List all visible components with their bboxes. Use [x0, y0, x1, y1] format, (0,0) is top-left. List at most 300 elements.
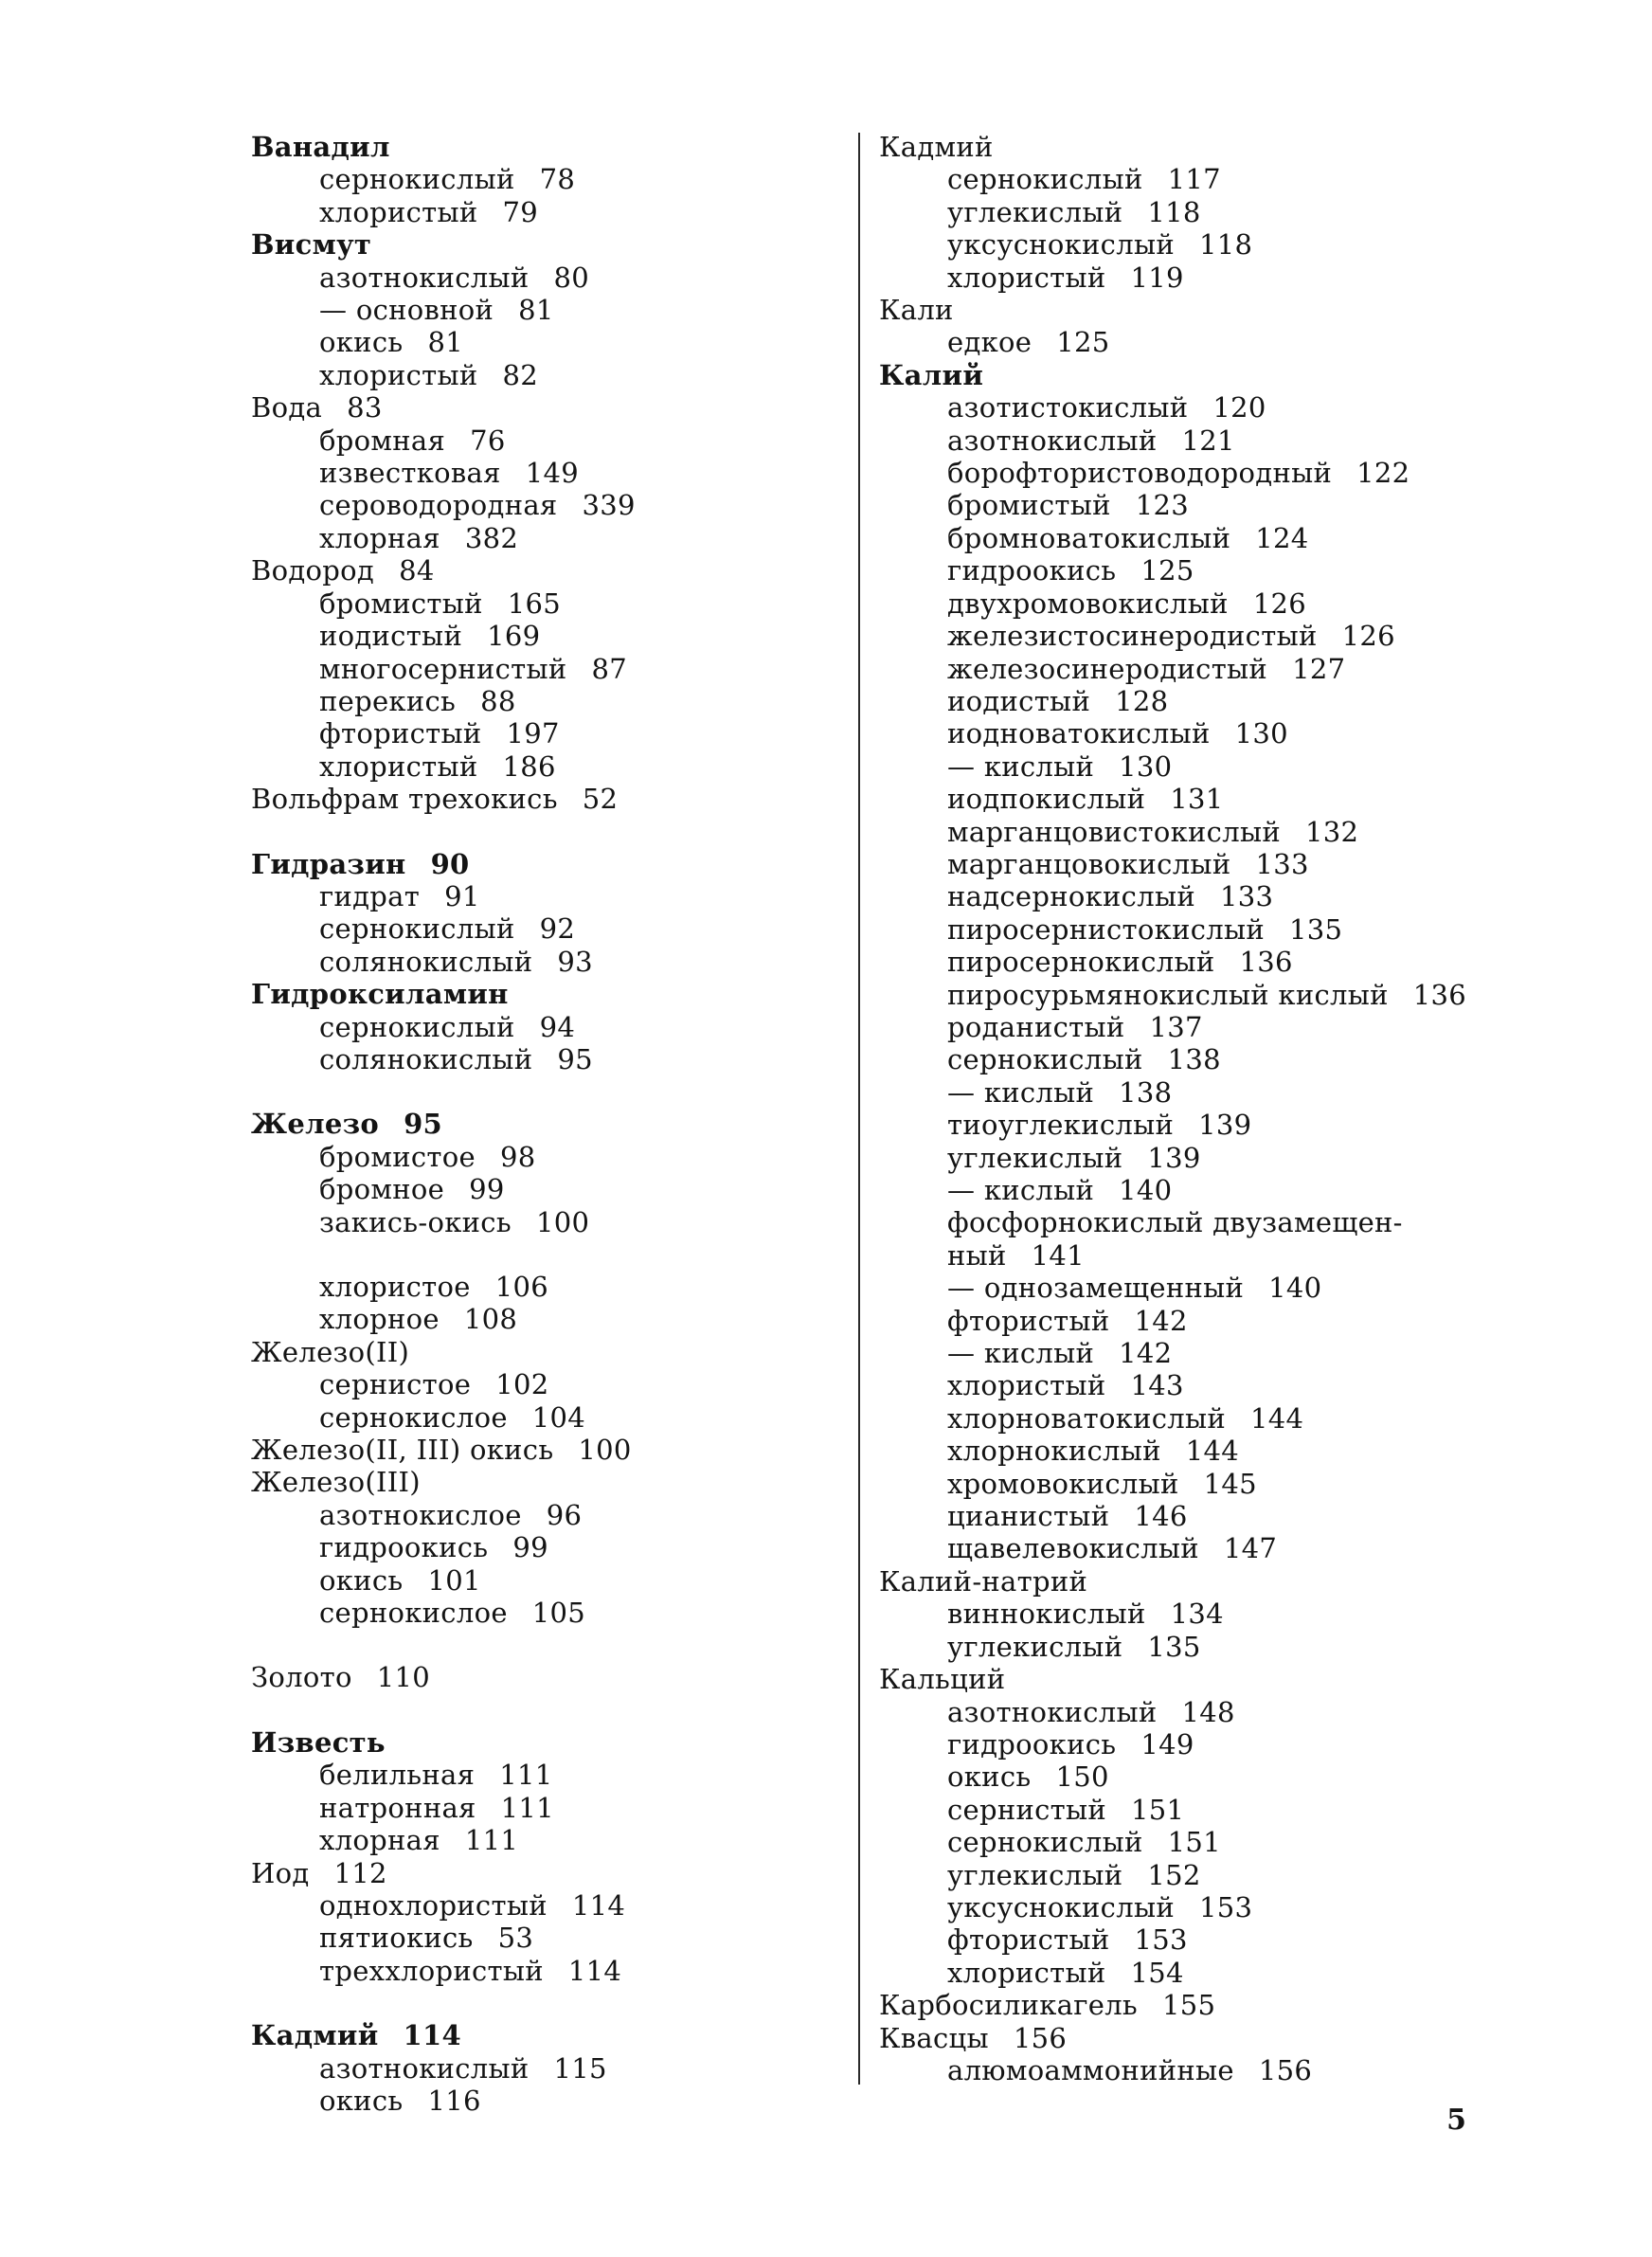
index-term: гидроокись [947, 1727, 1117, 1760]
index-subentry [879, 1337, 1485, 1369]
index-term: углекислый [947, 195, 1123, 228]
index-term: роданистый [947, 1010, 1125, 1043]
index-page-ref: 125 [1056, 326, 1110, 359]
index-column-left [251, 131, 838, 2117]
index-heading [251, 131, 838, 163]
index-page-ref: 133 [1219, 880, 1274, 913]
index-subentry [251, 685, 838, 717]
index-heading [251, 1857, 838, 1889]
index-page-ref: 140 [1268, 1272, 1322, 1305]
index-term: марганцовистокислый [947, 815, 1281, 848]
index-page-ref: 121 [1181, 424, 1235, 457]
index-heading [251, 848, 838, 880]
index-term: пиросернистокислый [947, 912, 1265, 946]
index-subentry [879, 1794, 1485, 1826]
index-term: виннокислый [947, 1598, 1146, 1631]
index-term: хлористый [319, 358, 478, 391]
index-term: уксуснокислый [947, 228, 1175, 262]
index-subentry [251, 717, 838, 749]
index-subentry [879, 1532, 1485, 1564]
index-subentry [879, 946, 1485, 978]
index-page-ref: 133 [1255, 847, 1309, 880]
index-term: хлористый [319, 749, 478, 783]
index-page-ref: 117 [1167, 163, 1221, 196]
index-page-ref: 81 [518, 294, 554, 327]
index-term: закись-окись [319, 1205, 512, 1238]
index-page-ref: 138 [1119, 1075, 1173, 1109]
index-subentry [251, 359, 838, 391]
index-term: бромноватокислый [947, 521, 1231, 554]
index-subentry [251, 163, 838, 195]
index-subentry [251, 262, 838, 294]
index-page-ref: 101 [427, 1563, 481, 1597]
index-subentry [879, 1957, 1485, 1989]
index-heading [879, 1989, 1485, 2021]
index-page-ref: 143 [1130, 1369, 1184, 1402]
index-page-ref: 148 [1181, 1695, 1235, 1728]
index-heading [251, 1434, 838, 1466]
index-subentry [879, 1402, 1485, 1435]
index-page-ref: 137 [1149, 1010, 1203, 1043]
index-page-ref: 91 [444, 879, 480, 912]
index-subentry [879, 1826, 1485, 1858]
index-subentry [879, 1305, 1485, 1337]
index-term: хлорнокислый [947, 1435, 1161, 1468]
index-page-ref: 83 [347, 391, 383, 424]
index-term: бромистый [947, 489, 1111, 522]
index-term: бромистый [319, 587, 483, 620]
index-term: бромное [319, 1173, 445, 1206]
index-term: Кадмий [251, 2019, 379, 2052]
index-term: — однозамещенный [947, 1272, 1245, 1305]
index-subentry [879, 783, 1485, 815]
index-subentry [251, 196, 838, 228]
index-subentry [251, 1271, 838, 1303]
index-heading [251, 391, 838, 424]
index-subentry [879, 522, 1485, 554]
index-term: Вода [251, 391, 323, 424]
index-term: хлористый [947, 1956, 1106, 1989]
index-page-ref: 114 [571, 1888, 626, 1922]
index-term: хлорноватокислый [947, 1401, 1227, 1435]
index-subentry [879, 1631, 1485, 1663]
index-page-ref: 92 [539, 912, 576, 946]
index-term: иодпокислый [947, 783, 1146, 816]
index-term: Железо(III) [251, 1466, 421, 1499]
index-page-ref: 165 [507, 587, 562, 620]
index-subentry [879, 1435, 1485, 1467]
index-term: Карбосиликагель [879, 1989, 1139, 2022]
index-term: хлористый [947, 261, 1106, 294]
index-term: Квасцы [879, 2021, 989, 2054]
index-term: солянокислый [319, 945, 533, 978]
index-term: фтористый [947, 1304, 1110, 1337]
index-subentry [879, 848, 1485, 880]
index-term: Кали [879, 294, 954, 327]
index-page-ref: 127 [1292, 652, 1346, 685]
index-page-ref: 147 [1223, 1532, 1278, 1565]
index-page-ref: 81 [427, 326, 463, 359]
index-page-ref: 156 [1258, 2053, 1313, 2086]
index-subentry [879, 1142, 1485, 1174]
index-page-ref: 130 [1119, 749, 1173, 783]
index-term: сернокислый [947, 1043, 1143, 1076]
index-term: азотнокислый [947, 1695, 1158, 1728]
index-term: сероводородная [319, 489, 558, 522]
index-term: иодистый [319, 620, 463, 653]
index-subentry [251, 2052, 838, 2085]
index-term: двухромовокислый [947, 587, 1229, 620]
index-page-ref: 151 [1131, 1793, 1185, 1826]
index-page-ref: 138 [1167, 1043, 1221, 1076]
index-page-ref: 150 [1055, 1760, 1109, 1794]
index-page-ref: 146 [1134, 1500, 1188, 1533]
index-page-ref: 111 [464, 1824, 519, 1857]
index-term: железистосинеродистый [947, 620, 1318, 653]
index-subentry [879, 1109, 1485, 1141]
index-page-ref: 108 [463, 1303, 518, 1336]
page-number: 5 [1446, 2104, 1466, 2137]
index-subentry [251, 1955, 838, 1987]
index-page-ref: 116 [427, 2084, 481, 2117]
index-heading [251, 1661, 838, 1693]
index-page-ref: 95 [557, 1042, 593, 1075]
index-subentry [251, 1531, 838, 1563]
index-term: Железо [251, 1108, 380, 1141]
index-page-ref: 149 [1140, 1727, 1194, 1760]
index-page-ref: 112 [333, 1856, 387, 1889]
index-page-ref: 140 [1119, 1174, 1173, 1206]
index-page-ref: 119 [1130, 261, 1184, 294]
index-term: азотнокислый [319, 261, 530, 294]
index-term: окись [319, 326, 404, 359]
index-subentry [251, 489, 838, 521]
index-page-ref: 124 [1255, 521, 1309, 554]
index-term: пиросернокислый [947, 946, 1215, 979]
index-subentry [251, 1173, 838, 1205]
index-page-ref: 94 [539, 1010, 576, 1043]
index-subentry [251, 457, 838, 489]
index-page-ref: 88 [480, 684, 516, 717]
index-page-ref: 153 [1198, 1890, 1253, 1923]
index-page-ref: 104 [531, 1400, 586, 1434]
index-term: гидроокись [319, 1531, 489, 1564]
index-subentry [251, 1043, 838, 1075]
index-subentry [251, 2085, 838, 2117]
index-subentry [251, 1889, 838, 1922]
index-page-ref: 115 [553, 2051, 607, 2085]
index-subentry [251, 946, 838, 978]
index-heading [879, 1565, 1485, 1598]
index-page-ref: 339 [582, 489, 636, 522]
index-term: Известь [251, 1725, 386, 1759]
index-term: марганцовокислый [947, 847, 1231, 880]
index-page-ref: 80 [553, 261, 590, 294]
index-subentry [879, 1891, 1485, 1923]
index-subentry [251, 522, 838, 554]
index-term: бромистое [319, 1140, 476, 1173]
index-page-ref: 141 [1031, 1238, 1085, 1272]
index-subentry [251, 1597, 838, 1629]
index-term: сернокислый [947, 1826, 1143, 1859]
index-page-ref: 149 [525, 457, 579, 490]
index-heading [251, 1108, 838, 1140]
index-heading [251, 783, 838, 815]
index-subentry [251, 880, 838, 912]
index-subentry [879, 750, 1485, 783]
index-column-right [879, 131, 1485, 2086]
index-term: окись [319, 2084, 404, 2117]
index-term: сернокислый [319, 1010, 515, 1043]
index-subentry [879, 1923, 1485, 1956]
index-subentry [251, 326, 838, 358]
index-subentry [879, 391, 1485, 424]
index-subentry [251, 1206, 838, 1238]
index-term: надсернокислый [947, 880, 1195, 913]
index-subentry [879, 653, 1485, 685]
index-subentry [879, 1043, 1485, 1075]
index-subentry [251, 912, 838, 945]
index-term: Ванадил [251, 131, 390, 163]
index-subentry [879, 1500, 1485, 1532]
index-term: многосернистый [319, 652, 567, 685]
index-page-ref: 131 [1170, 783, 1224, 816]
index-subentry [879, 816, 1485, 848]
index-page-ref: 110 [376, 1661, 430, 1694]
index-subentry [879, 1369, 1485, 1401]
index-subentry [879, 1859, 1485, 1891]
index-page-ref: 78 [539, 163, 576, 196]
index-subentry [251, 1564, 838, 1597]
index-term: хлорное [319, 1303, 440, 1336]
index-term: фтористый [947, 1923, 1110, 1957]
index-page-ref: 96 [546, 1498, 583, 1531]
index-page-ref: 151 [1167, 1826, 1221, 1859]
index-term: тиоуглекислый [947, 1109, 1175, 1142]
index-term: сернокислое [319, 1597, 508, 1630]
index-page-ref: 126 [1341, 620, 1395, 653]
index-term: окись [947, 1760, 1032, 1794]
index-heading [251, 1726, 838, 1759]
index-subentry [879, 262, 1485, 294]
index-subentry [879, 1728, 1485, 1760]
index-subentry [879, 1011, 1485, 1043]
index-subentry [251, 1499, 838, 1531]
index-term: сернистый [947, 1793, 1107, 1826]
index-term: хлорная [319, 521, 440, 554]
index-heading [879, 359, 1485, 391]
index-page-ref: 105 [531, 1597, 586, 1630]
index-page-ref: 128 [1115, 684, 1169, 717]
index-subentry [251, 1792, 838, 1824]
index-page-ref: 118 [1198, 228, 1253, 262]
index-term: сернокислый [947, 163, 1143, 196]
index-term: Гидроксиламин [251, 978, 509, 1011]
index-page-ref: 130 [1234, 717, 1288, 750]
index-subentry [879, 1272, 1485, 1304]
index-term: перекись [319, 684, 457, 717]
index-term: — кислый [947, 749, 1095, 783]
index-subentry [879, 489, 1485, 521]
index-page-ref: 123 [1135, 489, 1190, 522]
index-heading [251, 554, 838, 587]
index-page-ref: 142 [1134, 1304, 1188, 1337]
index-heading [879, 2022, 1485, 2054]
index-page-ref: 100 [535, 1205, 590, 1238]
index-subentry [879, 979, 1485, 1011]
index-page-ref: 99 [469, 1173, 505, 1206]
index-term: Кадмий [879, 131, 994, 163]
index-term: — основной [319, 294, 494, 327]
index-term: треххлористый [319, 1954, 544, 1987]
index-page-ref: 135 [1147, 1630, 1201, 1663]
index-page-ref: 135 [1288, 912, 1343, 946]
index-subentry [879, 880, 1485, 912]
index-page-ref: 125 [1140, 554, 1194, 587]
index-heading [879, 294, 1485, 326]
index-page-ref: 118 [1147, 195, 1201, 228]
index-term: Калий-натрий [879, 1564, 1088, 1598]
index-subentry [879, 457, 1485, 489]
index-term: хлористое [319, 1271, 471, 1303]
index-subentry [251, 1922, 838, 1954]
index-term: Гидразин [251, 847, 406, 880]
index-page-ref: 122 [1356, 457, 1410, 490]
index-term: Висмут [251, 228, 372, 262]
index-page-ref: 79 [502, 195, 539, 228]
index-subentry [251, 750, 838, 783]
index-term: — кислый [947, 1075, 1095, 1109]
index-page-ref: 52 [582, 783, 619, 816]
index-subentry [251, 620, 838, 652]
index-page-ref: 144 [1185, 1435, 1239, 1468]
index-term: Кальций [879, 1663, 1006, 1696]
index-subentry [251, 1401, 838, 1434]
index-subentry [879, 1076, 1485, 1109]
index-heading [251, 2019, 838, 2051]
index-term: борофтористоводородный [947, 457, 1333, 490]
index-term: хлористый [947, 1369, 1106, 1402]
index-subentry [879, 913, 1485, 946]
index-heading [251, 228, 838, 261]
index-page-ref: 153 [1134, 1923, 1188, 1957]
column-divider [858, 133, 860, 2085]
index-term: сернокислый [319, 912, 515, 946]
index-page-ref: 139 [1147, 1141, 1201, 1174]
index-page-ref: 93 [557, 945, 593, 978]
index-term: Водород [251, 554, 375, 587]
index-term: бромная [319, 424, 446, 457]
index-term: пятиокись [319, 1922, 474, 1955]
index-term: едкое [947, 326, 1032, 359]
index-term: солянокислый [319, 1042, 533, 1075]
index-subentry [251, 424, 838, 457]
index-term: фтористый [319, 717, 482, 750]
index-page-ref: 152 [1147, 1858, 1201, 1891]
index-term: окись [319, 1563, 404, 1597]
index-subentry [251, 294, 838, 326]
index-subentry [879, 587, 1485, 620]
index-subentry [251, 1759, 838, 1791]
index-subentry [251, 1011, 838, 1043]
index-page-ref: 106 [494, 1271, 549, 1303]
index-subentry [879, 620, 1485, 652]
index-term: белильная [319, 1759, 476, 1792]
index-page-ref: 136 [1412, 978, 1467, 1011]
index-page-ref: 145 [1203, 1467, 1257, 1500]
index-heading [879, 131, 1485, 163]
index-term: азотистокислый [947, 391, 1189, 424]
index-page-ref: 90 [430, 847, 470, 880]
index-term: Вольфрам трехокись [251, 783, 558, 816]
index-subentry [251, 1303, 838, 1335]
index-term: углекислый [947, 1630, 1123, 1663]
index-subentry [879, 326, 1485, 358]
index-subentry [879, 1468, 1485, 1500]
index-page-ref: 120 [1212, 391, 1266, 424]
index-term: азотнокислое [319, 1498, 522, 1531]
index-page-ref: 100 [578, 1434, 632, 1467]
index-term: иодистый [947, 684, 1091, 717]
index-subentry [879, 163, 1485, 195]
index-page-ref: 98 [499, 1140, 536, 1173]
index-term: азотнокислый [319, 2051, 530, 2085]
index-term: известковая [319, 457, 501, 490]
index-term: ный [947, 1238, 1007, 1272]
index-heading [251, 978, 838, 1010]
index-page-ref: 87 [591, 652, 628, 685]
index-term: Иод [251, 1856, 310, 1889]
index-term: сернокислый [319, 163, 515, 196]
index-subentry [879, 424, 1485, 457]
index-page-ref: 169 [487, 620, 541, 653]
index-page-ref: 84 [399, 554, 435, 587]
index-subentry [251, 1368, 838, 1400]
index-page-ref: 53 [497, 1922, 534, 1955]
index-term: однохлористый [319, 1888, 548, 1922]
index-term: Железо(II, III) окись [251, 1434, 554, 1467]
index-term: гидрат [319, 879, 421, 912]
index-page-ref: 139 [1198, 1109, 1252, 1142]
index-term: цианистый [947, 1500, 1110, 1533]
index-subentry [251, 1824, 838, 1856]
index-subentry [879, 228, 1485, 261]
index-term: Железо(II) [251, 1335, 410, 1368]
index-page-ref: 156 [1013, 2021, 1068, 2054]
index-term: — кислый [947, 1337, 1095, 1370]
index-term: хлористый [319, 195, 478, 228]
index-subentry [879, 1760, 1485, 1793]
index-term: азотнокислый [947, 424, 1158, 457]
index-page-ref: 114 [403, 2019, 461, 2052]
index-page-ref: 76 [470, 424, 506, 457]
index-term: Калий [879, 358, 984, 391]
index-subentry [879, 1598, 1485, 1630]
index-page-ref: 102 [495, 1368, 549, 1401]
index-heading [879, 1663, 1485, 1695]
index-subentry [251, 1141, 838, 1173]
index-heading [251, 1466, 838, 1498]
index-page-ref: 142 [1119, 1337, 1173, 1370]
index-page-ref: 136 [1239, 946, 1293, 979]
index-term: гидроокись [947, 554, 1117, 587]
index-page-ref: 126 [1252, 587, 1307, 620]
index-term: углекислый [947, 1858, 1123, 1891]
index-term: сернистое [319, 1368, 472, 1401]
index-term: иодноватокислый [947, 717, 1211, 750]
index-term: Золото [251, 1661, 352, 1694]
index-page-ref: 197 [506, 717, 560, 750]
